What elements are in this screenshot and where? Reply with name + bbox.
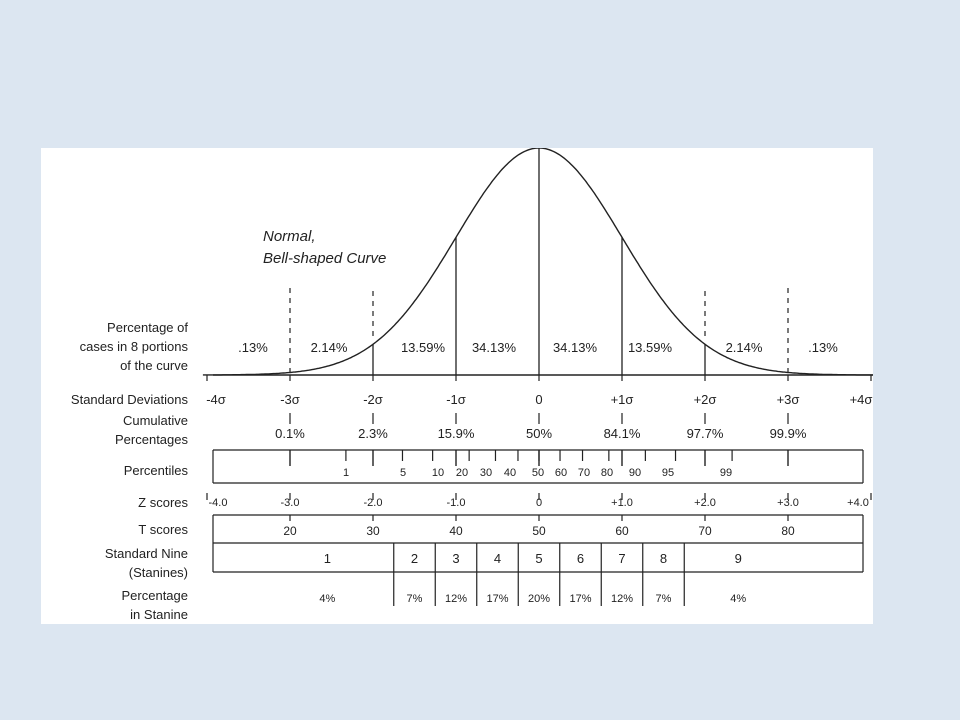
sd-label-8: +4σ: [849, 392, 873, 407]
cumulative-pct-4: 84.1%: [603, 426, 641, 441]
percentile-label-6: 50: [531, 467, 545, 479]
percentile-label-5: 40: [503, 467, 517, 479]
stanine-pct-1: 7%: [406, 593, 423, 605]
sd-label-4: 0: [535, 392, 543, 407]
z-score-1: -3.0: [280, 497, 300, 509]
cumulative-pct-3: 50%: [525, 426, 553, 441]
stanine-3: 4: [493, 551, 502, 566]
percentile-label-12: 99: [719, 467, 733, 479]
stanine-0: 1: [323, 551, 331, 566]
label-portions-3: of the curve: [120, 358, 188, 373]
portion-pct-2: 13.59%: [400, 340, 446, 355]
normal-distribution-figure: [41, 148, 873, 624]
z-score-4: 0: [535, 497, 543, 509]
sd-label-3: -1σ: [446, 392, 466, 407]
cumulative-pct-2: 15.9%: [437, 426, 475, 441]
cumulative-pct-1: 2.3%: [358, 426, 388, 441]
z-score-7: +3.0: [777, 497, 799, 509]
stanine-2: 3: [452, 551, 460, 566]
label-portions-1: Percentage of: [107, 320, 188, 335]
stanine-pct-8: 4%: [730, 593, 747, 605]
percentile-label-11: 95: [661, 467, 675, 479]
z-score-6: +2.0: [694, 497, 716, 509]
sd-label-5: +1σ: [610, 392, 634, 407]
z-score-2: -2.0: [363, 497, 383, 509]
z-score-8: +4.0: [847, 497, 869, 509]
sd-label-7: +3σ: [776, 392, 800, 407]
percentile-label-8: 70: [577, 467, 591, 479]
stanine-pct-4: 20%: [527, 593, 551, 605]
portion-pct-7: .13%: [808, 340, 838, 355]
portion-pct-5: 13.59%: [627, 340, 673, 355]
label-stanine-2: (Stanines): [128, 565, 188, 580]
stanine-4: 5: [535, 551, 543, 566]
label-cumulative-2: Percentages: [115, 432, 188, 447]
z-score-0: -4.0: [208, 497, 228, 509]
stanine-7: 8: [659, 551, 668, 566]
t-score-0: 20: [283, 524, 297, 538]
stanine-1: 2: [410, 551, 419, 566]
label-standard-deviations: Standard Deviations: [70, 392, 188, 407]
stanine-pct-2: 12%: [444, 593, 468, 605]
t-score-6: 80: [781, 524, 795, 538]
diagram-text: [71, 228, 873, 622]
stanine-pct-3: 17%: [486, 593, 509, 605]
t-score-2: 40: [449, 524, 463, 538]
stanine-8: 9: [734, 551, 742, 566]
t-score-5: 70: [698, 524, 712, 538]
normal-curve-diagram: [41, 148, 873, 624]
percentile-label-4: 30: [479, 467, 493, 479]
z-score-3: -1.0: [446, 497, 466, 509]
stanine-pct-0: 4%: [319, 593, 336, 605]
portion-pct-6: 2.14%: [725, 340, 763, 355]
label-stanine-1: Standard Nine: [104, 546, 188, 561]
t-score-4: 60: [615, 524, 629, 538]
label-stanine-pct-2: in Stanine: [130, 607, 188, 622]
stanine-pct-6: 12%: [610, 593, 634, 605]
stanine-6: 7: [618, 551, 626, 566]
sd-label-1: -3σ: [280, 392, 300, 407]
stanine-pct-5: 17%: [569, 593, 592, 605]
percentile-label-3: 20: [455, 467, 469, 479]
t-score-1: 30: [366, 524, 380, 538]
percentile-label-2: 10: [431, 467, 445, 479]
portion-pct-4: 34.13%: [552, 340, 598, 355]
percentile-label-0: 1: [342, 467, 350, 479]
percentile-label-1: 5: [399, 467, 407, 479]
stanine-5: 6: [576, 551, 585, 566]
label-stanine-pct-1: Percentage: [121, 588, 188, 603]
z-score-5: +1.0: [611, 497, 633, 509]
curve-title-line-1: Normal,: [263, 228, 316, 245]
label-percentiles: Percentiles: [123, 463, 188, 478]
stanine-pct-7: 7%: [655, 593, 672, 605]
sd-label-6: +2σ: [693, 392, 717, 407]
portion-pct-0: .13%: [238, 340, 268, 355]
sd-label-2: -2σ: [363, 392, 383, 407]
portion-pct-1: 2.14%: [310, 340, 348, 355]
cumulative-pct-6: 99.9%: [769, 426, 807, 441]
label-portions-2: cases in 8 portions: [79, 339, 188, 354]
sd-label-0: -4σ: [206, 392, 226, 407]
label-z-scores: Z scores: [138, 495, 188, 510]
cumulative-pct-5: 97.7%: [686, 426, 724, 441]
portion-pct-3: 34.13%: [471, 340, 517, 355]
percentile-label-7: 60: [554, 467, 568, 479]
cumulative-pct-0: 0.1%: [275, 426, 305, 441]
percentile-label-9: 80: [600, 467, 614, 479]
label-cumulative-1: Cumulative: [122, 413, 188, 428]
t-score-3: 50: [532, 524, 546, 538]
curve-title-line-2: Bell-shaped Curve: [263, 250, 387, 267]
label-t-scores: T scores: [138, 522, 188, 537]
percentile-label-10: 90: [628, 467, 642, 479]
